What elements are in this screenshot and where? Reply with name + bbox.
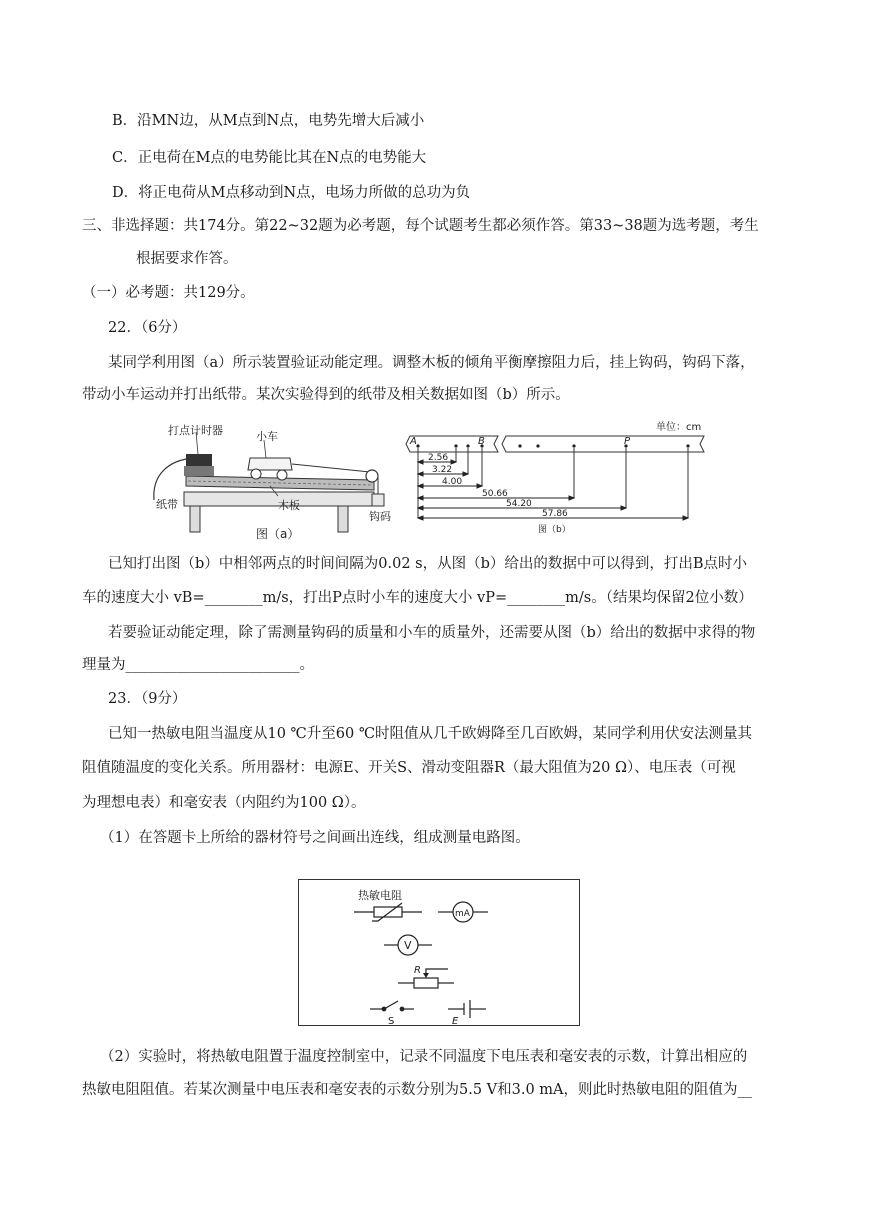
section-3-heading: 三、非选择题：共174分。第22~32题为必考题，每个试题考生都必须作答。第33~38题为选考题，考生: [82, 218, 759, 234]
q22-paragraph-1-cont: 带动小车运动并打出纸带。某次实验得到的纸带及相关数据如图（b）所示。: [82, 387, 570, 403]
figure-a-apparatus: [138, 420, 400, 545]
question-23-title: 23．（9分）: [108, 691, 187, 707]
option-b: B．沿MN边，从M点到N点，电势先增大后减小: [112, 113, 425, 129]
q22-paragraph-2: 已知打出图（b）中相邻两点的时间间隔为0.02 s，从图（b）给出的数据中可以得到，打出B点时小: [108, 556, 748, 572]
required-heading: （一）必考题：共129分。: [82, 285, 255, 301]
q23-paragraph-1-cont2: 为理想电表）和毫安表（内阻约为100 Ω）。: [82, 795, 366, 811]
label-v: V: [404, 939, 412, 952]
q23-paragraph-1-cont: 阻值随温度的变化关系。所用器材：电源E、开关S、滑动变阻器R（最大阻值为20 Ω）、电压表（可视: [82, 760, 736, 776]
point-b: B: [478, 436, 485, 447]
option-d: D．将正电荷从M点移动到N点，电场力所做的总功为负: [112, 185, 471, 201]
question-22-title: 22．（6分）: [108, 320, 187, 336]
caption-figure-a: 图（a）: [256, 527, 300, 541]
label-e: E: [452, 1016, 459, 1026]
distance-3: 4.00: [442, 477, 463, 487]
label-weight: 钩码: [369, 510, 391, 523]
distance-6: 57.86: [542, 509, 568, 519]
unit-label: 单位：cm: [656, 422, 702, 433]
distance-1: 2.56: [428, 453, 449, 463]
circuit-symbols-figure: [298, 879, 580, 1026]
figure-b-paper-tape: [402, 420, 728, 540]
label-tape: 纸带: [156, 498, 178, 511]
point-p: P: [624, 436, 631, 447]
q23-paragraph-1: 已知一热敏电阻当温度从10 ℃升至60 ℃时阻值从几千欧姆降至几百欧姆，某同学利用伏安法测量其: [108, 726, 753, 742]
distance-2: 3.22: [432, 465, 453, 475]
q23-step-2-cont: 热敏电阻阻值。若某次测量中电压表和毫安表的示数分别为5.5 V和3.0 mA，则此时热敏电阻的阻值为__: [82, 1082, 753, 1098]
option-c: C．正电荷在M点的电势能比其在N点的电势能大: [112, 150, 427, 166]
label-r: R: [414, 965, 421, 976]
q22-paragraph-3-cont: 理量为________________________。: [82, 657, 314, 673]
label-cart: 小车: [256, 430, 278, 443]
point-a: A: [410, 436, 417, 447]
q23-step-2: （2）实验时，将热敏电阻置于温度控制室中，记录不同温度下电压表和毫安表的示数，计算出相应的: [100, 1049, 748, 1065]
q22-paragraph-1: 某同学利用图（a）所示装置验证动能定理。调整木板的倾角平衡摩擦阻力后，挂上钩码，钩码下落，: [108, 355, 755, 371]
q22-paragraph-2-cont: 车的速度大小 vB=________m/s，打出P点时小车的速度大小 vP=________m/s。（结果均保留2位小数）: [82, 590, 753, 606]
label-ma: mA: [455, 909, 470, 919]
label-s: S: [388, 1016, 395, 1026]
label-board: 木板: [278, 499, 300, 512]
caption-figure-b: 图（b）: [538, 525, 571, 535]
label-thermistor: 热敏电阻: [358, 889, 402, 902]
q23-step-1: （1）在答题卡上所给的器材符号之间画出连线，组成测量电路图。: [100, 830, 530, 846]
label-timer: 打点计时器: [168, 424, 223, 437]
distance-5: 54.20: [506, 499, 532, 509]
section-3-heading-cont: 根据要求作答。: [136, 251, 238, 267]
q22-paragraph-3: 若要验证动能定理，除了需测量钩码的质量和小车的质量外，还需要从图（b）给出的数据中求得的物: [108, 625, 756, 641]
distance-4: 50.66: [482, 489, 508, 499]
